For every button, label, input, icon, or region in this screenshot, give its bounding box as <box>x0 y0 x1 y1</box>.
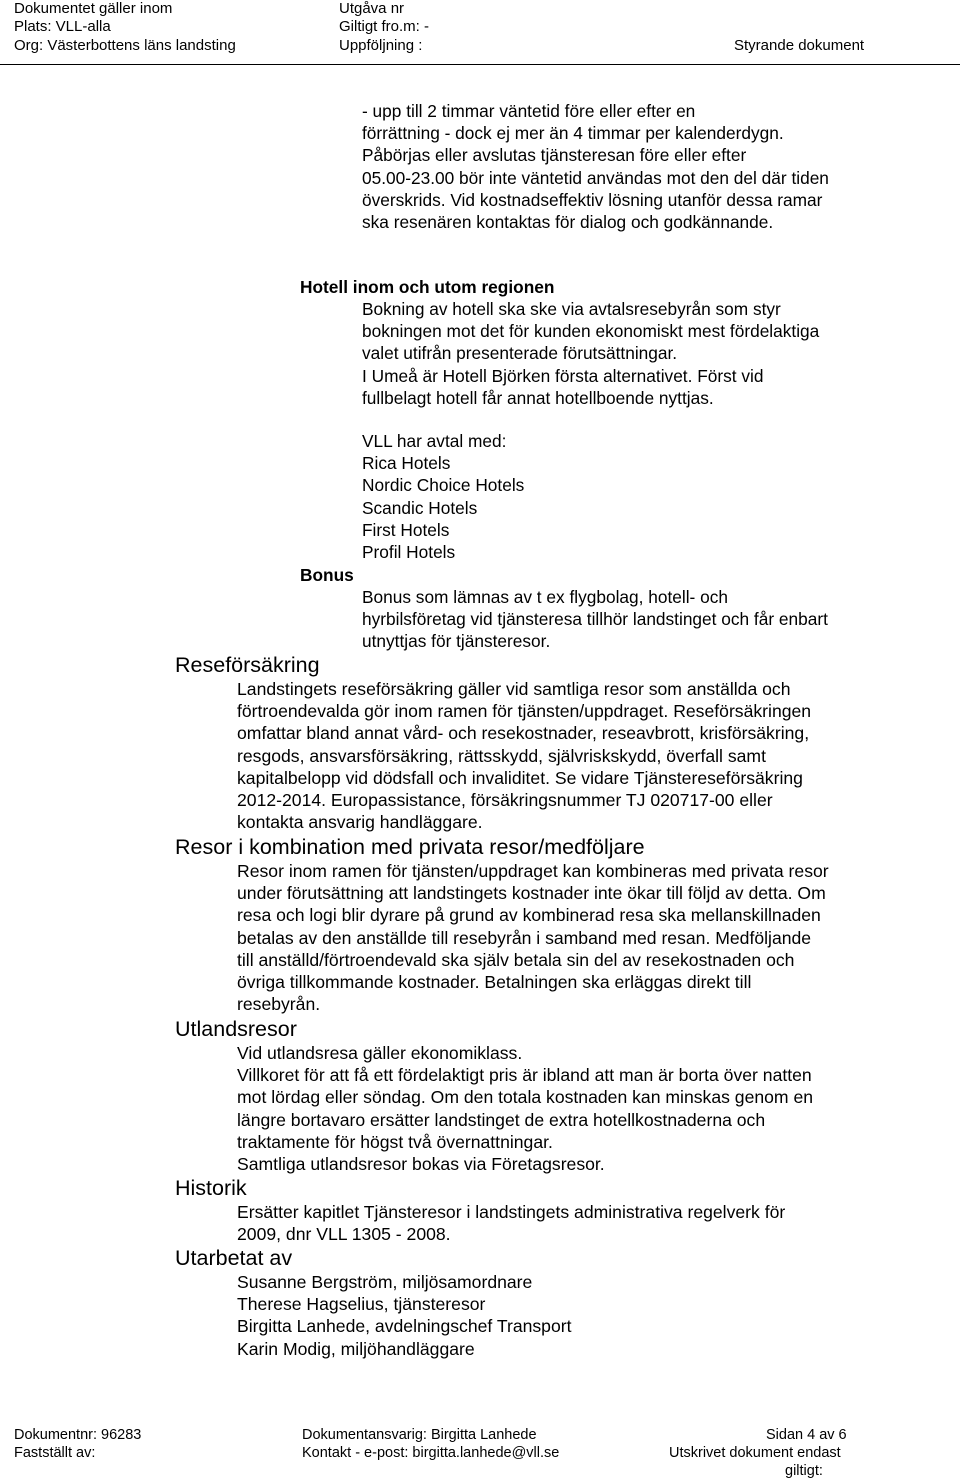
text-line: betalas av den anställde till resebyrån i samband med resan. Medföljande <box>237 927 812 948</box>
footer-printed-note: Utskrivet dokument endast <box>669 1445 841 1461</box>
text-line: till anställd/förtroendevald ska själv betala sin del av resekostnaden och <box>237 949 795 970</box>
author-line: Therese Hagselius, tjänsteresor <box>237 1294 486 1315</box>
footer-responsible: Dokumentansvarig: Birgitta Lanhede <box>302 1427 537 1443</box>
text-line: valet utifrån presenterade förutsättningar. <box>362 343 678 364</box>
hotel-heading: Hotell inom och utom regionen <box>300 277 555 297</box>
text-line: Bokning av hotell ska ske via avtalsresebyrån som styr <box>362 299 781 319</box>
text-line: bokningen mot det för kunden ekonomiskt mest fördelaktiga <box>362 321 820 342</box>
header-doc-type: Styrande dokument <box>734 37 865 54</box>
text-line: ska resenären kontaktas för dialog och godkännande. <box>362 212 774 233</box>
private-travel-text <box>237 860 829 1015</box>
hotel-text <box>362 298 819 409</box>
text-line: Landstingets reseförsäkring gäller vid samtliga resor som anställda och <box>237 679 791 699</box>
history-heading: Historik <box>175 1176 247 1200</box>
footer-established: Fastställt av: <box>14 1445 96 1461</box>
author-line: Birgitta Lanhede, avdelningschef Transport <box>237 1316 572 1337</box>
text-line: hyrbilsföretag vid tjänsteresa tillhör landstinget och får enbart <box>362 609 828 630</box>
text-line: överskrids. Vid kostnadseffektiv lösning utanför dessa ramar <box>362 189 823 210</box>
insurance-heading: Reseförsäkring <box>175 653 320 677</box>
text-line: Villkoret för att få ett fördelaktigt pris är ibland att man är borta över natten <box>237 1065 812 1086</box>
text-line: resa och logi blir dyrare på grund av kombinerad resa ska mellanskillnaden <box>237 905 821 926</box>
text-line: mot lördag eller söndag. Om den totala kostnaden kan minskas genom en <box>237 1087 814 1108</box>
header-valid-from: Giltigt fro.m: - <box>339 18 430 35</box>
authors-list <box>237 1271 572 1360</box>
header-followup: Uppföljning : <box>339 37 423 54</box>
text-line: förtroendevalda gör inom ramen för tjänsten/uppdraget. Reseförsäkringen <box>237 701 812 722</box>
text-line: Vid utlandsresa gäller ekonomiklass. <box>237 1043 523 1063</box>
hotel-agreements <box>362 430 524 563</box>
agreement-line: Nordic Choice Hotels <box>362 475 525 496</box>
private-travel-heading: Resor i kombination med privata resor/medföljare <box>175 835 645 859</box>
agreement-line: VLL har avtal med: <box>362 431 507 451</box>
text-line: under förutsättning att landstingets kostnader inte ökar till följd av detta. Om <box>237 883 826 904</box>
text-line: 2009, dnr VLL 1305 - 2008. <box>237 1224 451 1245</box>
text-line: traktamente för högst två övernattningar. <box>237 1131 553 1152</box>
agreement-line: Scandic Hotels <box>362 497 478 518</box>
text-line: utnyttjas för tjänsteresor. <box>362 631 551 652</box>
footer-contact: Kontakt - e-post: birgitta.lanhede@vll.se <box>302 1445 560 1461</box>
agreement-line: First Hotels <box>362 519 450 540</box>
text-line: Bonus som lämnas av t ex flygbolag, hotell- och <box>362 587 728 607</box>
text-line: omfattar bland annat vård- och resekostnader, reseavbrott, krisförsäkring, <box>237 723 810 744</box>
text-line: - upp till 2 timmar väntetid före eller efter en <box>362 101 696 121</box>
agreement-line: Profil Hotels <box>362 542 456 563</box>
header-divider <box>0 64 960 65</box>
text-line: kapitalbelopp vid dödsfall och invaliditet. Se vidare Tjänstereseförsäkring <box>237 767 803 788</box>
text-line: Ersätter kapitlet Tjänsteresor i landstingets administrativa regelverk för <box>237 1202 786 1222</box>
text-line: resgods, ansvarsförsäkring, rättsskydd, självriskskydd, överfall samt <box>237 745 766 766</box>
author-line: Karin Modig, miljöhandläggare <box>237 1338 475 1359</box>
header-scope: Dokumentet gäller inom <box>14 0 173 17</box>
header-edition: Utgåva nr <box>339 0 405 17</box>
text-line: Samtliga utlandsresor bokas via Företagsresor. <box>237 1154 605 1175</box>
author-line: Susanne Bergström, miljösamordnare <box>237 1272 533 1292</box>
authors-heading: Utarbetat av <box>175 1246 293 1270</box>
abroad-heading: Utlandsresor <box>175 1017 297 1041</box>
history-text <box>237 1201 785 1245</box>
text-line: Påbörjas eller avslutas tjänsteresan före eller efter <box>362 145 747 166</box>
travel-time-text <box>362 100 829 233</box>
text-line: 2012-2014. Europassistance, försäkringsnummer TJ 020717-00 eller <box>237 790 773 811</box>
insurance-text <box>237 678 811 833</box>
text-line: förrättning - dock ej mer än 4 timmar per kalenderdygn. <box>362 123 784 144</box>
text-line: I Umeå är Hotell Björken första alternativet. Först vid <box>362 365 764 386</box>
text-line: längre bortavaro ersätter landstinget de extra hotellkostnaderna och <box>237 1109 766 1130</box>
footer-printed-valid: giltigt: <box>785 1463 823 1479</box>
abroad-text <box>237 1042 813 1175</box>
text-line: fullbelagt hotell får annat hotellboende nyttjas. <box>362 387 714 408</box>
text-line: 05.00-23.00 bör inte väntetid användas mot den del där tiden <box>362 167 829 188</box>
bonus-heading: Bonus <box>300 565 354 585</box>
agreement-line: Rica Hotels <box>362 453 451 474</box>
bonus-text <box>362 586 828 653</box>
header-org: Org: Västerbottens läns landsting <box>14 37 236 54</box>
text-line: övriga tillkommande kostnader. Betalningen ska erläggas direkt till <box>237 972 752 993</box>
text-line: Resor inom ramen för tjänsten/uppdraget kan kombineras med privata resor <box>237 861 829 881</box>
header-place: Plats: VLL-alla <box>14 18 111 35</box>
footer-page-number: Sidan 4 av 6 <box>766 1427 847 1443</box>
text-line: resebyrån. <box>237 994 321 1015</box>
text-line: kontakta ansvarig handläggare. <box>237 812 483 833</box>
footer-doc-number: Dokumentnr: 96283 <box>14 1427 142 1443</box>
